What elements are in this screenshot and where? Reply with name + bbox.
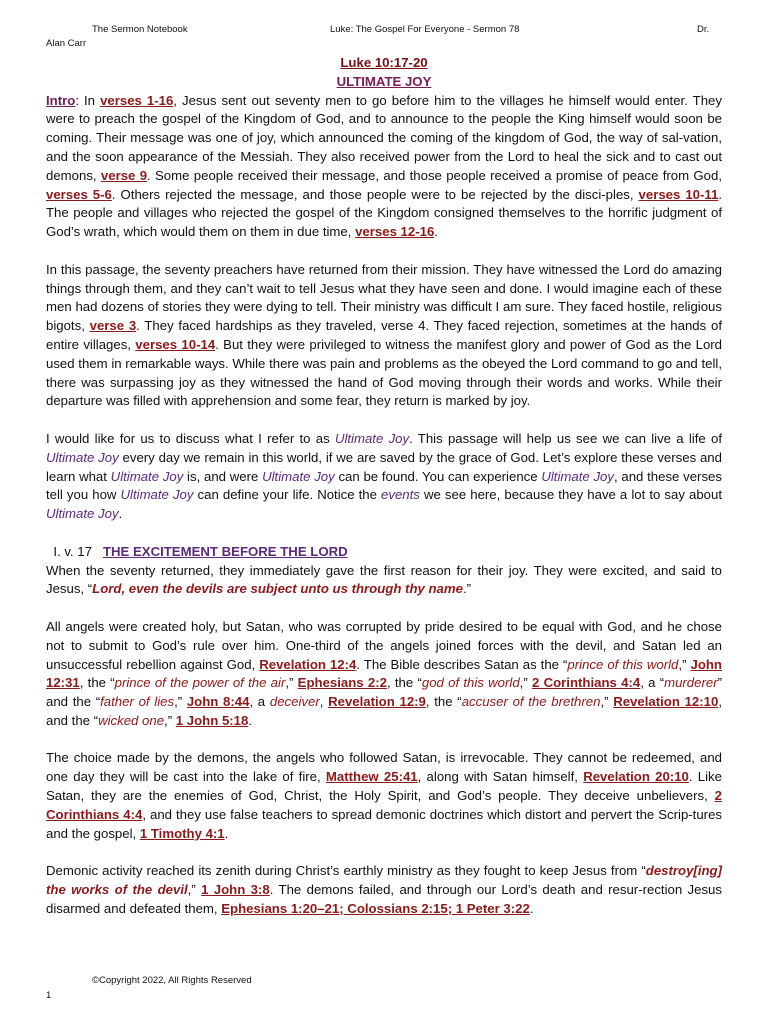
sermon-title: ULTIMATE JOY [336, 73, 432, 89]
paragraph-section1: When the seventy returned, they immediately gave the first reason for their joy. They were excited, and said to Jesus, “Lord, even the devils are subject unto us through thy name.” [46, 562, 722, 597]
scripture-link[interactable]: John 12:31 [46, 656, 722, 691]
scripture-quote: wicked one [98, 712, 165, 728]
scripture-link[interactable]: Revelation 20:10 [583, 769, 689, 785]
section-numeral: I. v. 17 [53, 543, 92, 559]
scripture-link[interactable]: Revelation 12:10 [613, 694, 719, 710]
scripture-link[interactable]: John 8:44 [186, 694, 250, 710]
scripture-reference-title[interactable]: Luke 10:17-20 [340, 55, 428, 70]
scripture-link[interactable]: Ephesians 1:20–21; Colossians 2:15; 1 Peter 3:22 [221, 900, 530, 916]
scripture-link[interactable]: verses 10-11 [638, 186, 719, 202]
scripture-quote: prince of the power of the air [114, 675, 286, 691]
page-number: 1 [46, 990, 52, 1001]
scripture-quote: god of this world [421, 675, 520, 691]
scripture-link[interactable]: verses 10-14 [135, 336, 216, 352]
sermon-body [46, 54, 722, 937]
scripture-link[interactable]: verse 3 [89, 318, 137, 334]
emphasis: Ultimate Joy [262, 468, 335, 484]
scripture-link[interactable]: verses 1-16 [100, 92, 174, 108]
emphasis: Ultimate Joy [541, 468, 614, 484]
header-author: Alan Carr [46, 38, 87, 49]
emphasis: Ultimate Joy [46, 449, 119, 465]
scripture-quote: accuser of the brethren [461, 694, 601, 710]
scripture-quote: Lord, even the devils are subject unto us through thy name [92, 581, 463, 597]
header-center: Luke: The Gospel For Everyone - Sermon 78 [330, 24, 520, 35]
emphasis: events [381, 487, 420, 503]
section-title: THE EXCITEMENT BEFORE THE LORD [102, 543, 348, 559]
scripture-quote: father of lies [100, 694, 175, 710]
paragraph-angels: All angels were created holy, but Satan, who was corrupted by pride desired to be equal with God, and he chose not to submit to God’s rule over him. One-third of the angels joined forces with the devil, and Satan led an unsuccessful rebellion against God, Revelation 12:4. The Bible describes Satan as the “prince of this world,” John 12:31, the “prince of the power of the air,” Ephesians 2:2, the “god of this world,” 2 Corinthians 4:4, a “murderer” and the “father of lies,” John 8:44, a deceiver, Revelation 12:9, the “accuser of the brethren,” Revelation 12:10, and the “wicked one,” 1 John 5:18. [46, 618, 722, 728]
scripture-link[interactable]: verses 12-16 [355, 224, 435, 240]
paragraph-intro: Intro: In verses 1-16, Jesus sent out seventy men to go before him to the villages he himself would enter. They were to preach the gospel of the Kingdom of God, and to announce to the people the King himself would soon be coming. Their message was one of joy, which announced the coming of the kingdom of God, the way of sal-vation, and the soon appearance of the Messiah. They also received power from the Lord to heal the sick and to cast out demons, verse 9. Some people received their message, and those people received a promise of peace from God, verses 5-6. Others rejected the message, and those people were to be rejected by the disci-ples, verses 10-11. The people and villages who rejected the gospel of the Kingdom consigned themselves to the horrific judgment of God’s wrath, which would them on them in due time, verses 12-16. [46, 92, 723, 240]
scripture-link[interactable]: 2 Corinthians 4:4 [532, 675, 641, 691]
paragraph-demonic-activity: Demonic activity reached its zenith during Christ’s earthly ministry as they fought to keep Jesus from “destroy[ing] the works of the devil,” 1 John 3:8. The demons failed, and through our Lord’s death and resur-rection Jesus disarmed and defeated them, Ephesians 1:20–21; Colossians 2:15; 1 Peter 3:22. [46, 863, 722, 916]
scripture-link[interactable]: 1 John 5:18 [175, 712, 249, 728]
scripture-quote: murderer [664, 675, 718, 691]
paragraph-ultimate-joy: I would like for us to discuss what I refer to as Ultimate Joy. This passage will help us see we can live a life of Ultimate Joy every day we remain in this world, if we are saved by the grace of God. Let’s explore these verses and learn what Ultimate Joy is, and were Ultimate Joy can be found. You can experience Ultimate Joy, and these verses tell you how Ultimate Joy can define your life. Notice the events we see here, because they have a lot to say about Ultimate Joy. [46, 430, 722, 522]
scripture-link[interactable]: Matthew 25:41 [325, 769, 418, 785]
intro-label: Intro [46, 92, 76, 108]
title-block [46, 54, 722, 92]
emphasis: Ultimate Joy [120, 487, 194, 503]
header-left: The Sermon Notebook [92, 24, 188, 35]
scripture-quote: destroy[ing] the works of the devil [46, 863, 722, 898]
paragraph-passage: In this passage, the seventy preachers have returned from their mission. They have witnessed the Lord do amazing things through them, and they can’t wait to tell Jesus what they have seen and done. I would imagine each of these men had dozens of stories they were dying to tell. Their ministry was difficult I am sure. They faced hostile, religious bigots, verse 3. They faced hardships as they traveled, verse 4. They faced rejection, sometimes at the hands of entire villages, verses 10-14. But they were privileged to witness the manifest glory and power of God as the Lord used them in remarkable ways. While there was pain and problems as the obeyed the Lord command to go and tell, there was surpassing joy as they witnessed the hand of God moving through their words and works. While their departure was filled with apprehension and some fear, they return is marked by joy. [46, 261, 722, 409]
scripture-link[interactable]: 1 John 3:8 [201, 882, 270, 898]
scripture-quote: prince of this world [567, 656, 679, 672]
scripture-link[interactable]: Revelation 12:4 [259, 656, 357, 672]
scripture-link[interactable]: 1 Timothy 4:1 [139, 825, 225, 841]
scripture-link[interactable]: 2 Corinthians 4:4 [46, 788, 722, 822]
section-heading [46, 543, 722, 562]
emphasis: Ultimate Joy [334, 430, 410, 446]
scripture-link[interactable]: Revelation 12:9 [328, 694, 426, 710]
scripture-link[interactable]: verses 5-6 [46, 186, 112, 202]
paragraph-demons: The choice made by the demons, the angels who followed Satan, is irrevocable. They cannot be redeemed, and one day they will be cast into the lake of fire, Matthew 25:41, along with Satan himself, Revelation 20:10. Like Satan, they are the enemies of God, Christ, the Holy Spirit, and God’s people. They deceive unbelievers, 2 Corinthians 4:4, and they use false teachers to spread demonic doctrines which distort and pervert the Scrip-tures and the gospel, 1 Timothy 4:1. [46, 750, 722, 841]
scripture-link[interactable]: Ephesians 2:2 [297, 675, 387, 691]
scripture-link[interactable]: verse 9 [100, 167, 148, 183]
emphasis: Ultimate Joy [110, 468, 184, 484]
emphasis: Ultimate Joy [46, 506, 119, 522]
copyright-footer: ©Copyright 2022, All Rights Reserved [92, 975, 252, 986]
header-right: Dr. [697, 24, 710, 35]
scripture-quote: deceiver [269, 694, 320, 710]
